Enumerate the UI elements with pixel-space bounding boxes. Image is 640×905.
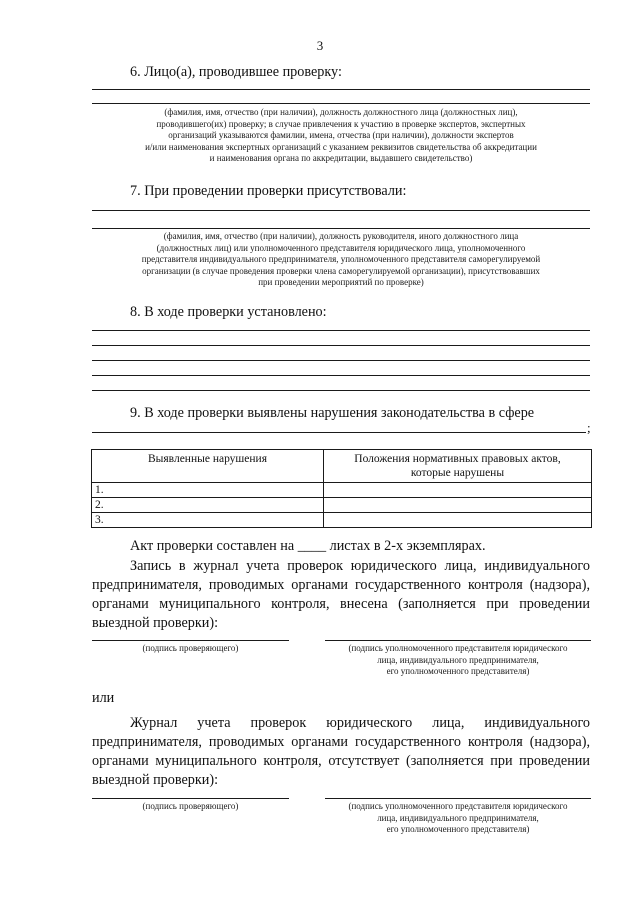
row-number[interactable]: 2. <box>92 498 324 513</box>
section-7-blank-line[interactable] <box>92 228 590 229</box>
section-7-note: (фамилия, имя, отчество (при наличии), должность руководителя, иного должностного лица (должностных лиц) или уполномоченного представителя юридического лица, уполномоченного представителя индивидуального предпринимателя, уполномоченного представителя саморегулируемой организации (в случае проведения проверки члена саморегулируемой организации), присутствовавших при проведении мероприятий по проверке) <box>141 231 541 287</box>
section-7-heading: 7. При проведении проверки присутствовали: <box>130 183 407 199</box>
table-header-row <box>92 450 592 483</box>
inspector-signature-caption-2: (подпись проверяющего) <box>142 801 239 811</box>
legal-provision-cell[interactable] <box>324 498 592 513</box>
table-row <box>92 483 592 498</box>
section-9-line-end: ; <box>587 420 591 435</box>
row-number[interactable]: 1. <box>92 483 324 498</box>
section-8-blank-line[interactable] <box>92 360 590 361</box>
section-7-blank-line[interactable] <box>92 210 590 211</box>
inspector-signature-caption: (подпись проверяющего) <box>142 643 239 653</box>
section-8-blank-line[interactable] <box>92 330 590 331</box>
representative-signature-line-2[interactable] <box>325 798 591 799</box>
journal-entry-paragraph: Запись в журнал учета проверок юридического лица, индивидуального предпринимателя, проводимых органами государственного контроля (надзора), органами муниципального контроля, внесена (заполняется при проведении выездной проверки): <box>92 558 590 631</box>
journal-absent-paragraph: Журнал учета проверок юридического лица, индивидуального предпринимателя, проводимых органами государственного контроля (надзора), органами муниципального контроля, отсутствует (заполняется при проведении выездной проверки): <box>92 715 590 788</box>
section-8-blank-line[interactable] <box>92 390 590 391</box>
row-number[interactable]: 3. <box>92 513 324 528</box>
section-6-note: (фамилия, имя, отчество (при наличии), должность должностного лица (должностных лиц), проводившего(их) проверку; в случае привлечения к участию в проверке экспертов, экспертных организаций указываются фамилии, имена, отчества (при наличии), должности экспертов и/или наименования экспертных организаций с указанием реквизитов свидетельства об аккредитации и наименования органа по аккредитации, выдавшего свидетельство) <box>145 107 537 163</box>
section-9-sphere-line[interactable] <box>92 432 586 433</box>
section-8-heading: 8. В ходе проверки установлено: <box>130 304 327 320</box>
legal-provision-cell[interactable] <box>324 483 592 498</box>
violations-column-header: Выявленные нарушения <box>92 450 324 483</box>
or-separator: или <box>92 690 115 706</box>
act-pages-sentence: Акт проверки составлен на ____ листах в 2-х экземплярах. <box>130 538 486 554</box>
page-number: 3 <box>316 38 324 53</box>
section-8-blank-line[interactable] <box>92 375 590 376</box>
table-row <box>92 498 592 513</box>
inspector-signature-line-2[interactable] <box>92 798 289 799</box>
violations-table <box>91 449 592 528</box>
representative-signature-caption: (подпись уполномоченного представителя юридического лица, индивидуального предпринимателя, его уполномоченного представителя) <box>348 643 568 676</box>
legal-provisions-column-header: Положения нормативных правовых актов, которые нарушены <box>324 450 592 483</box>
section-6-blank-line[interactable] <box>92 103 590 104</box>
section-6-blank-line[interactable] <box>92 89 590 90</box>
legal-provision-cell[interactable] <box>324 513 592 528</box>
table-row <box>92 513 592 528</box>
section-8-blank-line[interactable] <box>92 345 590 346</box>
section-9-heading: 9. В ходе проверки выявлены нарушения законодательства в сфере <box>130 405 535 421</box>
representative-signature-line[interactable] <box>325 640 591 641</box>
inspector-signature-line[interactable] <box>92 640 289 641</box>
section-6-heading: 6. Лицо(а), проводившее проверку: <box>130 64 342 80</box>
representative-signature-caption-2: (подпись уполномоченного представителя юридического лица, индивидуального предпринимателя, его уполномоченного представителя) <box>348 801 568 834</box>
